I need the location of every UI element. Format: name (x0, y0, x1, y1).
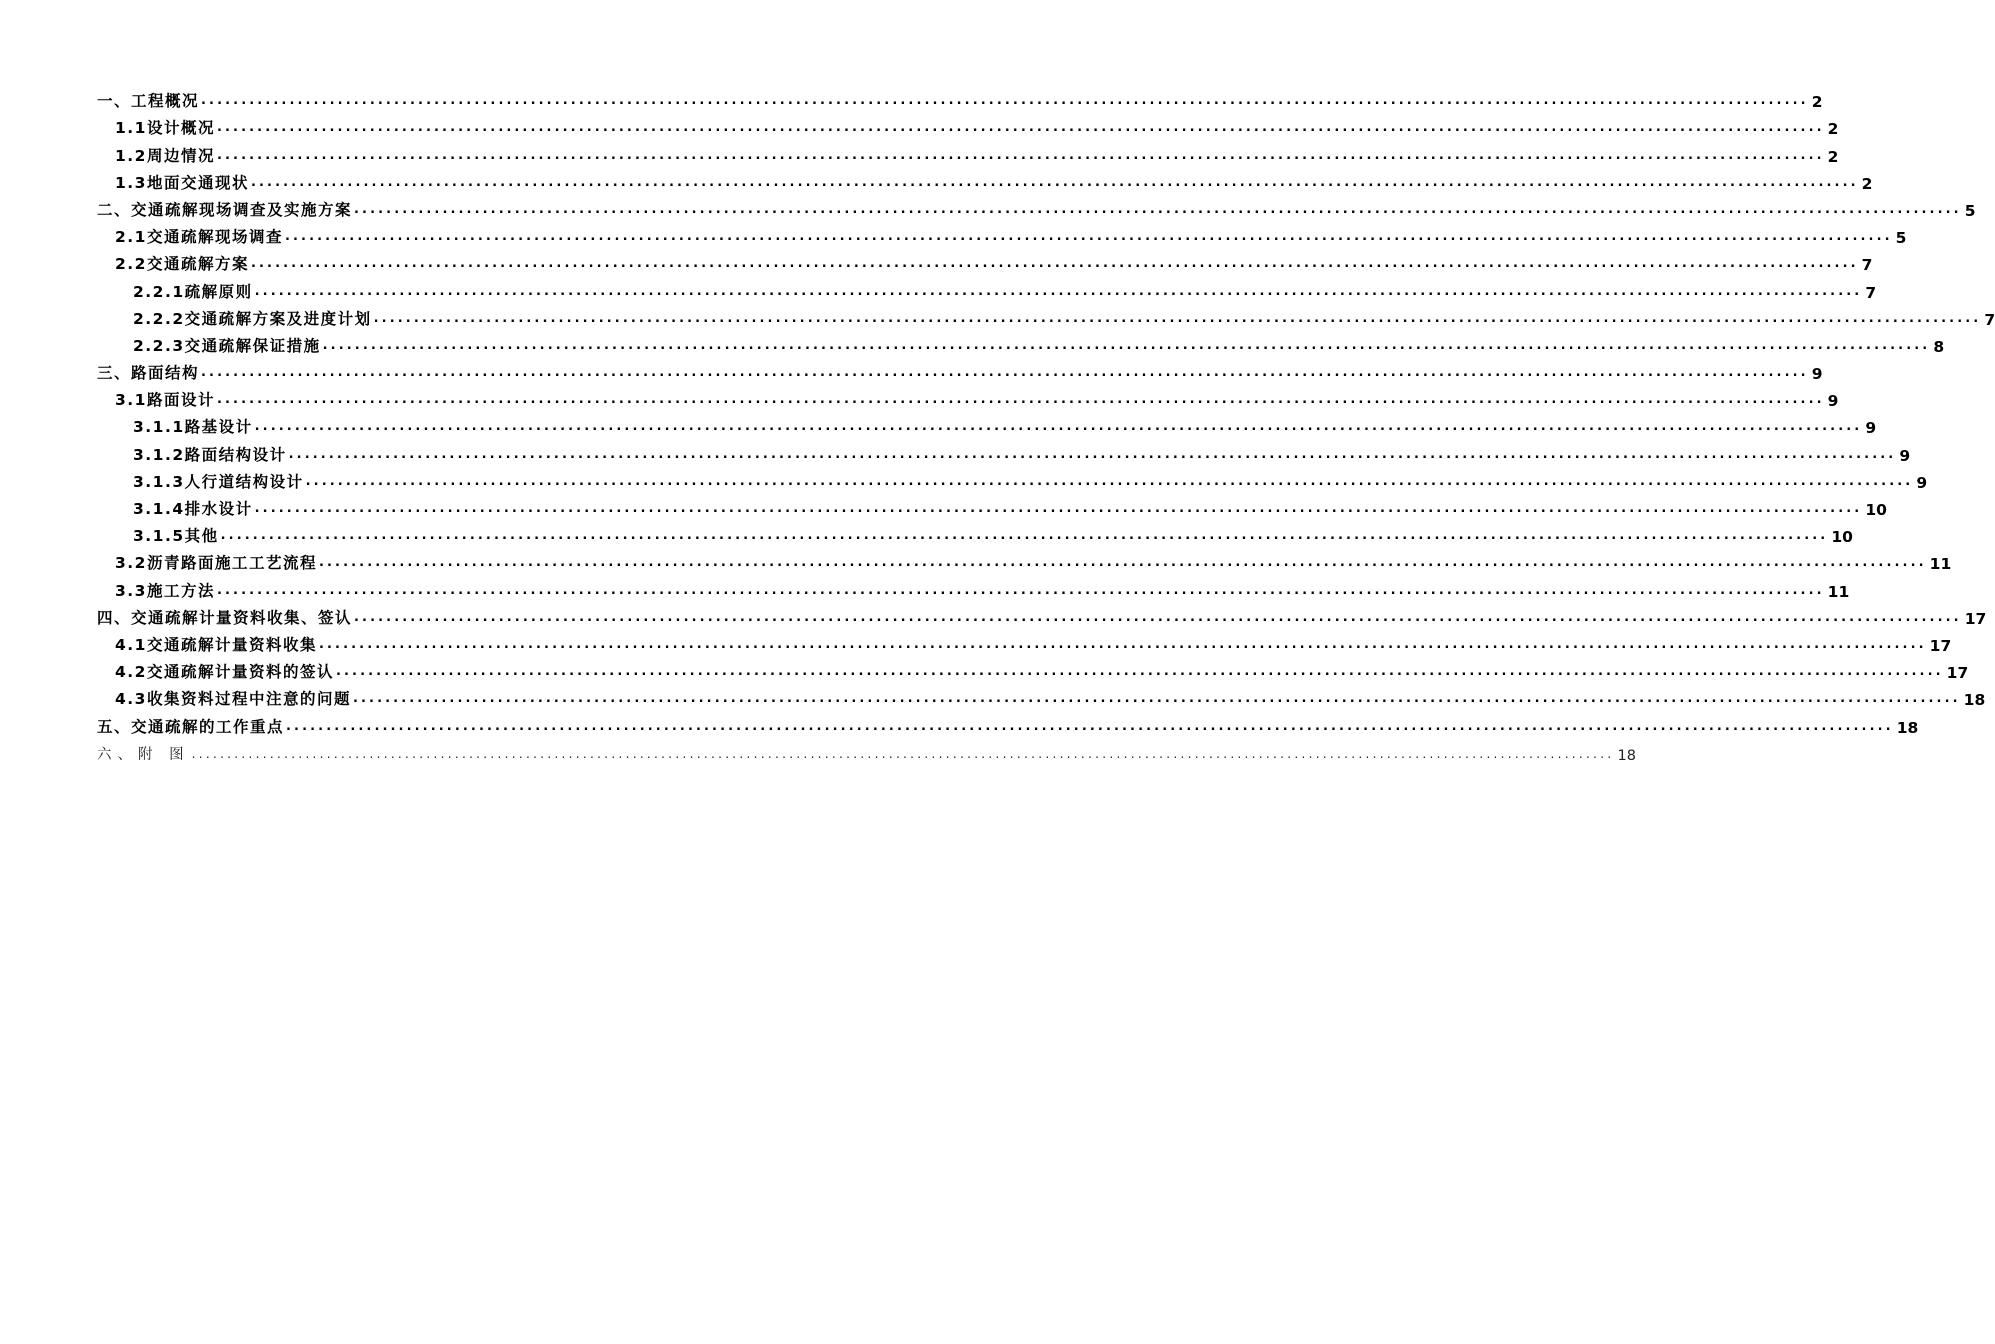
toc-entry-title: 2.2.3交通疏解保证措施 (133, 336, 321, 355)
toc-page-number: 9 (1916, 473, 1928, 492)
toc-page-number: 18 (1617, 747, 1636, 764)
toc-page-number: 5 (1964, 201, 1976, 220)
toc-entry[interactable] (97, 274, 1877, 302)
toc-entry[interactable] (97, 628, 1952, 655)
toc-entry[interactable] (97, 519, 1853, 547)
toc-entry-title: 四、交通疏解计量资料收集、签认 (97, 608, 353, 627)
toc-page-number: 11 (1929, 555, 1952, 574)
toc-dot-leader: ........................................................................................................................................................................................................ (201, 365, 1809, 381)
toc-entry[interactable] (97, 220, 1907, 248)
toc-dot-leader: ........................................................................................................................................................................................................ (254, 501, 1863, 516)
toc-dot-leader: ........................................................................................................................................................................................................ (354, 201, 1962, 217)
toc-entry-title: 2.2.1疏解原则 (133, 282, 253, 301)
toc-entry[interactable] (97, 709, 1919, 737)
toc-page-number: 17 (1946, 664, 1969, 683)
toc-page-number: 10 (1831, 528, 1853, 547)
toc-entry[interactable] (97, 655, 1969, 683)
toc-dot-leader: ........................................................................................................................................................................................................ (216, 120, 1825, 136)
toc-entry-title: 三、路面结构 (97, 364, 200, 383)
toc-page-number: 8 (1933, 337, 1945, 356)
toc-page-number: 7 (1984, 310, 1995, 329)
toc-entry[interactable] (97, 247, 1873, 275)
toc-page-number: 2 (1861, 174, 1873, 193)
toc-dot-leader: ........................................................................................................................................................................................................ (191, 746, 1615, 761)
toc-entry[interactable] (97, 193, 1976, 220)
toc-dot-leader: ........................................................................................................................................................................................................ (284, 229, 1893, 245)
toc-dot-leader: ........................................................................................................................................................................................................ (288, 446, 1897, 462)
table-of-contents (97, 84, 1995, 764)
toc-entry[interactable] (97, 138, 1839, 166)
toc-entry-title: 4.2交通疏解计量资料的签认 (115, 663, 334, 682)
toc-entry[interactable] (97, 84, 1823, 112)
toc-dot-leader: ........................................................................................................................................................................................................ (318, 555, 1927, 571)
toc-entry[interactable] (97, 737, 1636, 764)
toc-page-number: 7 (1861, 256, 1873, 275)
toc-page-number: 18 (1896, 718, 1919, 737)
toc-dot-leader: ........................................................................................................................................................................................................ (335, 664, 1944, 680)
toc-entry-title: 3.3施工方法 (115, 581, 215, 600)
toc-entry[interactable] (97, 465, 1928, 492)
toc-entry-title: 3.2沥青路面施工工艺流程 (115, 554, 317, 573)
toc-dot-leader: ........................................................................................................................................................................................................ (322, 337, 1931, 353)
toc-page-number: 2 (1811, 93, 1823, 112)
toc-page-number: 9 (1827, 392, 1839, 411)
toc-entry-title: 1.1设计概况 (115, 119, 215, 138)
toc-dot-leader: ........................................................................................................................................................................................................ (216, 582, 1825, 598)
toc-entry-title: 1.3地面交通现状 (115, 173, 249, 192)
toc-entry-title: 五、交通疏解的工作重点 (97, 717, 285, 736)
toc-entry-title: 3.1.4排水设计 (133, 500, 253, 518)
toc-dot-leader: ........................................................................................................................................................................................................ (318, 636, 1927, 652)
toc-entry-title: 2.1交通疏解现场调查 (115, 228, 283, 247)
toc-dot-leader: ........................................................................................................................................................................................................ (216, 392, 1825, 408)
toc-dot-leader: ........................................................................................................................................................................................................ (250, 256, 1859, 272)
toc-entry-title: 六、附 图 (97, 746, 190, 763)
toc-entry-title: 二、交通疏解现场调查及实施方案 (97, 200, 353, 219)
toc-dot-leader: ........................................................................................................................................................................................................ (216, 147, 1825, 163)
toc-dot-leader: ........................................................................................................................................................................................................ (286, 718, 1894, 734)
toc-dot-leader: ........................................................................................................................................................................................................ (201, 93, 1809, 109)
toc-dot-leader: ........................................................................................................................................................................................................ (354, 609, 1962, 625)
toc-entry[interactable] (97, 329, 1945, 356)
toc-entry-title: 4.3收集资料过程中注意的问题 (115, 690, 351, 709)
toc-entry-title: 3.1.2路面结构设计 (133, 445, 287, 464)
toc-entry[interactable] (97, 302, 1995, 329)
toc-page-number: 17 (1929, 636, 1952, 655)
toc-entry[interactable] (97, 383, 1839, 411)
toc-dot-leader: ........................................................................................................................................................................................................ (220, 528, 1829, 544)
toc-entry[interactable] (97, 111, 1839, 139)
toc-entry[interactable] (97, 492, 1887, 519)
toc-page-number: 7 (1865, 283, 1877, 302)
toc-dot-leader: ........................................................................................................................................................................................................ (373, 310, 1982, 326)
toc-entry-title: 一、工程概况 (97, 92, 200, 111)
toc-dot-leader: ........................................................................................................................................................................................................ (305, 473, 1914, 489)
toc-entry-title: 3.1路面设计 (115, 391, 215, 410)
toc-dot-leader: ........................................................................................................................................................................................................ (254, 283, 1863, 299)
toc-entry-title: 4.1交通疏解计量资料收集 (115, 635, 317, 654)
toc-entry-title: 3.1.3人行道结构设计 (133, 472, 304, 491)
toc-entry[interactable] (97, 437, 1911, 465)
toc-page-number: 10 (1865, 501, 1887, 519)
toc-entry-title: 1.2周边情况 (115, 146, 215, 165)
toc-entry-title: 3.1.1路基设计 (133, 418, 253, 437)
toc-entry[interactable] (97, 356, 1823, 384)
toc-entry[interactable] (97, 682, 1986, 710)
toc-page-number: 17 (1964, 609, 1987, 628)
toc-entry-title: 2.2.2交通疏解方案及进度计划 (133, 309, 372, 328)
toc-page-number: 9 (1811, 365, 1823, 384)
toc-entry[interactable] (97, 573, 1850, 601)
toc-entry[interactable] (97, 546, 1952, 574)
toc-dot-leader: ........................................................................................................................................................................................................ (352, 691, 1961, 707)
toc-page-number: 5 (1895, 229, 1907, 248)
toc-entry-title: 3.1.5其他 (133, 527, 219, 546)
toc-entry[interactable] (97, 166, 1873, 193)
toc-entry-title: 2.2交通疏解方案 (115, 255, 249, 274)
toc-page-number: 9 (1899, 446, 1911, 465)
toc-dot-leader: ........................................................................................................................................................................................................ (250, 174, 1859, 190)
toc-entry[interactable] (97, 410, 1877, 438)
toc-page-number: 11 (1827, 582, 1850, 601)
toc-page-number: 18 (1963, 691, 1986, 710)
toc-page-number: 2 (1827, 120, 1839, 139)
toc-dot-leader: ........................................................................................................................................................................................................ (254, 419, 1863, 435)
toc-page-number: 2 (1827, 147, 1839, 166)
toc-entry[interactable] (97, 601, 1987, 628)
toc-page-number: 9 (1865, 419, 1877, 438)
